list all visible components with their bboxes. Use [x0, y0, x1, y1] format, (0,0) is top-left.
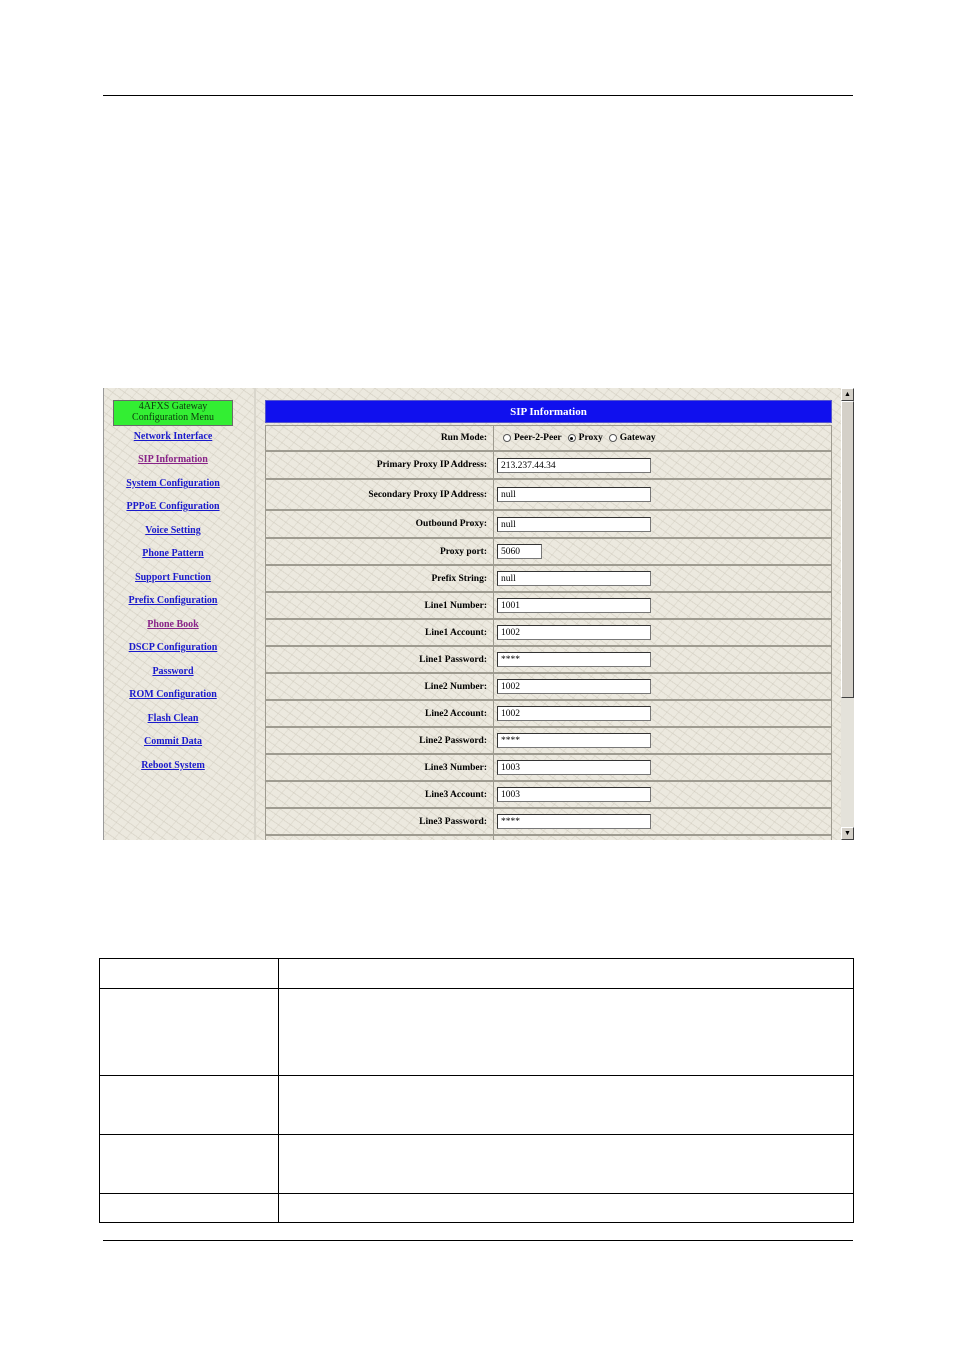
vertical-scrollbar[interactable] — [841, 388, 854, 840]
line3-account-label: Line3 Account: — [266, 782, 494, 807]
footer-rule — [103, 1240, 853, 1241]
field-row — [265, 592, 832, 619]
menu-link-support-function[interactable]: Support Function — [135, 572, 211, 583]
field-row — [265, 700, 832, 727]
secondary-proxy-label: Secondary Proxy IP Address: — [266, 480, 494, 509]
sip-information-screenshot — [103, 388, 854, 840]
field-row — [265, 510, 832, 538]
menu-link-phone-book[interactable]: Phone Book — [147, 619, 199, 630]
menu-link-reboot-system[interactable]: Reboot System — [141, 760, 205, 771]
line1-number-label: Line1 Number: — [266, 593, 494, 618]
line2-account-input[interactable]: 1002 — [497, 706, 651, 721]
field-row-partial — [265, 835, 832, 840]
sip-information-panel — [265, 400, 832, 827]
menu-link-pppoe-configuration[interactable]: PPPoE Configuration — [126, 501, 220, 512]
outbound-proxy-input[interactable]: null — [497, 517, 651, 532]
radio-proxy[interactable] — [568, 434, 576, 442]
menu-link-password[interactable]: Password — [152, 666, 194, 677]
radio-proxy-label: Proxy — [578, 433, 603, 443]
line3-password-label: Line3 Password: — [266, 809, 494, 834]
line3-password-input[interactable]: **** — [497, 814, 651, 829]
field-row — [265, 646, 832, 673]
menu-link-dscp-configuration[interactable]: DSCP Configuration — [128, 642, 218, 653]
menu-link-voice-setting[interactable]: Voice Setting — [145, 525, 201, 536]
field-row — [265, 673, 832, 700]
line2-number-label: Line2 Number: — [266, 674, 494, 699]
field-row — [265, 619, 832, 646]
field-row — [265, 451, 832, 479]
radio-peer-2-peer[interactable] — [503, 434, 511, 442]
field-row — [265, 781, 832, 808]
radio-gateway-label: Gateway — [619, 433, 656, 443]
menu-link-commit-data[interactable]: Commit Data — [143, 736, 203, 747]
menu-title-line1: 4AFXS Gateway — [138, 401, 208, 412]
panel-header: SIP Information — [265, 400, 832, 423]
menu-link-network-interface[interactable]: Network Interface — [133, 431, 213, 442]
run-mode-row — [265, 425, 832, 451]
prefix-string-input[interactable]: null — [497, 571, 651, 586]
primary-proxy-input[interactable]: 213.237.44.34 — [497, 458, 651, 473]
table-row — [100, 1135, 854, 1194]
line2-password-input[interactable]: **** — [497, 733, 651, 748]
field-row — [265, 754, 832, 781]
line2-password-label: Line2 Password: — [266, 728, 494, 753]
menu-divider — [254, 388, 256, 840]
menu-title-line2: Configuration Menu — [132, 412, 214, 423]
table-row — [100, 989, 854, 1076]
field-row — [265, 808, 832, 835]
table-row — [100, 1194, 854, 1223]
menu-link-prefix-configuration[interactable]: Prefix Configuration — [128, 595, 218, 606]
scroll-down-button[interactable]: ▼ — [841, 827, 854, 840]
partial-label — [266, 836, 494, 840]
line1-password-label: Line1 Password: — [266, 647, 494, 672]
line1-account-label: Line1 Account: — [266, 620, 494, 645]
table-row — [100, 1076, 854, 1135]
menu-title — [113, 400, 233, 426]
prefix-string-label: Prefix String: — [266, 566, 494, 591]
line1-account-input[interactable]: 1002 — [497, 625, 651, 640]
line2-account-label: Line2 Account: — [266, 701, 494, 726]
menu-link-system-configuration[interactable]: System Configuration — [126, 478, 220, 489]
outbound-proxy-label: Outbound Proxy: — [266, 511, 494, 537]
scroll-thumb[interactable] — [841, 401, 854, 698]
menu-link-sip-information[interactable]: SIP Information — [138, 454, 208, 465]
field-row — [265, 479, 832, 510]
table-row — [100, 959, 854, 989]
scroll-up-button[interactable]: ▲ — [841, 388, 854, 401]
primary-proxy-label: Primary Proxy IP Address: — [266, 452, 494, 478]
proxy-port-label: Proxy port: — [266, 539, 494, 564]
line1-password-input[interactable]: **** — [497, 652, 651, 667]
proxy-port-input[interactable]: 5060 — [497, 544, 542, 559]
radio-peer-2-peer-label: Peer-2-Peer — [514, 433, 562, 443]
menu-link-phone-pattern[interactable]: Phone Pattern — [142, 548, 204, 559]
secondary-proxy-input[interactable]: null — [497, 487, 651, 502]
line3-account-input[interactable]: 1003 — [497, 787, 651, 802]
description-table — [99, 958, 854, 1223]
line1-number-input[interactable]: 1001 — [497, 598, 651, 613]
menu-link-rom-configuration[interactable]: ROM Configuration — [129, 689, 217, 700]
field-row — [265, 565, 832, 592]
line2-number-input[interactable]: 1002 — [497, 679, 651, 694]
field-row — [265, 727, 832, 754]
line3-number-label: Line3 Number: — [266, 755, 494, 780]
menu-link-flash-clean[interactable]: Flash Clean — [147, 713, 199, 724]
run-mode-label: Run Mode: — [266, 426, 494, 450]
radio-gateway[interactable] — [609, 434, 617, 442]
field-row — [265, 538, 832, 565]
line3-number-input[interactable]: 1003 — [497, 760, 651, 775]
run-mode-radio-group — [497, 433, 656, 443]
header-rule — [103, 95, 853, 96]
